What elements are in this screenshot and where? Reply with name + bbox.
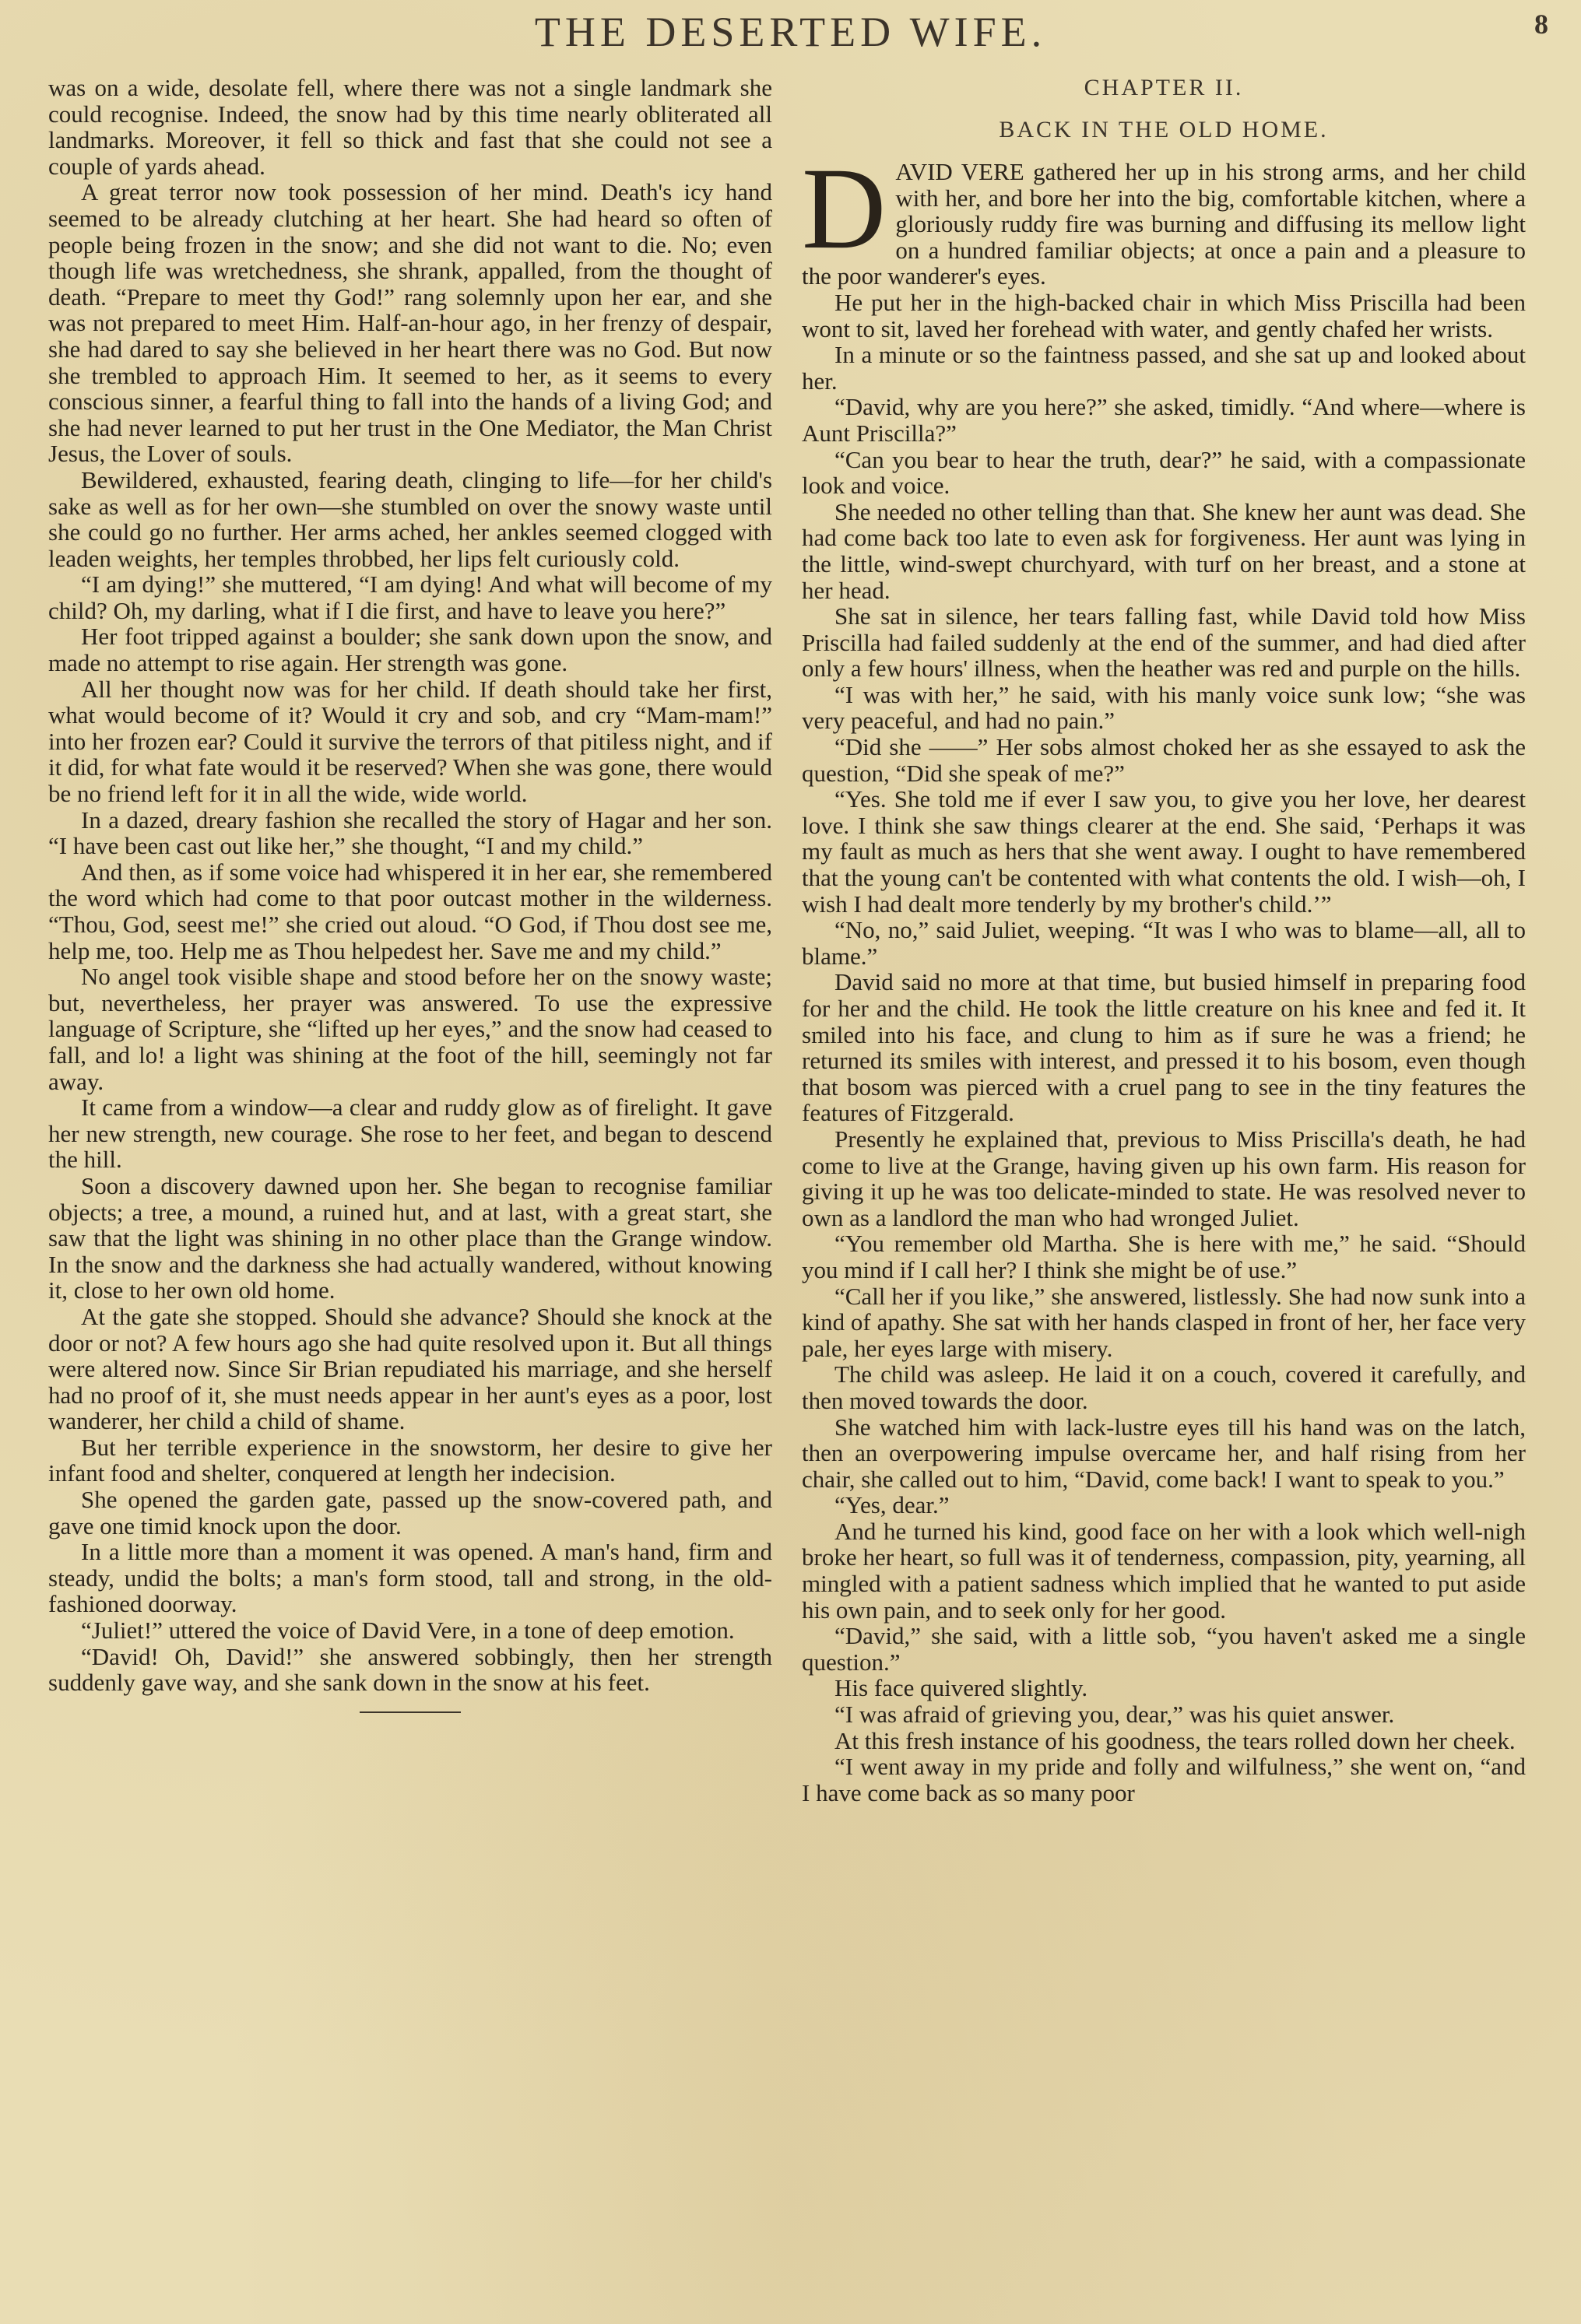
paragraph: “David! Oh, David!” she answered sobbingly, then her strength suddenly gave way, and she sank down in the snow at his feet. bbox=[48, 1642, 772, 1697]
paragraph: No angel took visible shape and stood before her on the snowy waste; but, nevertheless, her prayer was answered. To use the expressive language of Scripture, she “lifted up her eyes,” and the snow had ceased to fall, and lo! a light was shining at the foot of the hill, seemingly not far away. bbox=[48, 963, 772, 1095]
paragraph: “I am dying!” she muttered, “I am dying! And what will become of my child? Oh, my darling, what if I die first, and have to leave you here?” bbox=[48, 570, 772, 624]
paragraph: “David,” she said, with a little sob, “you haven't asked me a single question.” bbox=[802, 1622, 1526, 1676]
paragraph: “Juliet!” uttered the voice of David Vere, in a tone of deep emotion. bbox=[81, 1617, 735, 1645]
paragraph: But her terrible experience in the snowstorm, her desire to give her infant food and shelter, conquered at length her indecision. bbox=[48, 1433, 772, 1487]
paragraph: The child was asleep. He laid it on a couch, covered it carefully, and then moved towards the door. bbox=[802, 1360, 1526, 1414]
paragraph: In a little more than a moment it was opened. A man's hand, firm and steady, undid the bolts; a man's form stood, tall and strong, in the old-fashioned doorway. bbox=[48, 1538, 772, 1618]
paragraph: He put her in the high-backed chair in which Miss Priscilla had been wont to sit, laved her forehead with water, and gently chafed her wrists. bbox=[802, 288, 1526, 342]
paragraph: All her thought now was for her child. If death should take her first, what would become of it? Would it cry and sob, and cry “Mam-mam!” into her frozen ear? Could it survive the terrors of that pitiless night, and if it did, for what fate would it be reserved? When she was gone, there would be no friend left for it in all the wide, wide world. bbox=[48, 675, 772, 808]
drop-cap: D bbox=[802, 144, 887, 273]
paragraph: And then, as if some voice had whispered it in her ear, she remembered the word which had come to that poor outcast mother in the wilderness. “Thou, God, seest me!” she cried out aloud. “O God, if Thou dost see me, help me, too. Help me as Thou helpedest her. Save me and my child.” bbox=[48, 858, 772, 964]
paragraph: A great terror now took possession of her mind. Death's icy hand seemed to be already clutching at her heart. She had heard so often of people being frozen in the snow; and she did not want to die. No; even though life was wretchedness, she shrank, appalled, from the thought of death. “Prepare to meet thy God!” rang solemnly upon her ear, and she was not prepared to meet Him. Half-an-hour ago, in her frenzy of despair, she had dared to say she believed in her heart there was no God. But now she trembled to approach Him. It seemed to her, as it seems to every conscious sinner, a fearful thing to fall into the hands of a living God; and she had never learned to put her trust in the One Mediator, the Man Christ Jesus, the Lover of souls. bbox=[48, 178, 772, 468]
paragraph: was on a wide, desolate fell, where there was not a single landmark she could recognise. Indeed, the snow had by this time nearly obliterated all landmarks. Moreover, it fell so thick and fast that she could not see a couple of yards ahead. bbox=[48, 75, 772, 180]
paragraph: In a dazed, dreary fashion she recalled the story of Hagar and her son. “I have been cast out like her,” she thought, “I and my child.” bbox=[48, 806, 772, 860]
paragraph: “Call her if you like,” she answered, listlessly. She had now sunk into a kind of apathy. She sat with her hands clasped in front of her, her face very pale, her eyes large with misery. bbox=[802, 1282, 1526, 1362]
running-header bbox=[0, 3, 1581, 58]
section-end-rule bbox=[360, 1711, 461, 1713]
chapter-title: BACK IN THE OLD HOME. bbox=[999, 117, 1329, 142]
running-title: THE DESERTED WIFE. bbox=[534, 9, 1047, 55]
paragraph: She opened the garden gate, passed up the snow-covered path, and gave one timid knock upon the door. bbox=[48, 1486, 772, 1539]
right-column bbox=[802, 75, 1526, 2285]
chapter-number: CHAPTER II. bbox=[1084, 75, 1244, 100]
paragraph: “You remember old Martha. She is here with me,” he said. “Should you mind if I call her? I think she might be of use.” bbox=[802, 1230, 1526, 1283]
paragraph: “Yes. She told me if ever I saw you, to give you her love, her dearest love. I think she saw things clearer at the end. She said, ‘Perhaps it was my fault as much as hers that she went away. I ought to have remembered that the young can't be contented with what contents the old. I wish—oh, I wish I had dealt more tenderly by my brother's child.’” bbox=[802, 785, 1526, 918]
paragraph: “I was afraid of grieving you, dear,” was his quiet answer. bbox=[834, 1701, 1395, 1729]
paragraph: Soon a discovery dawned upon her. She began to recognise familiar objects; a tree, a mound, a ruined hut, and at last, with a great start, she saw that the light was shining in no other place than the Grange window. In the snow and the darkness she had actually wandered, without knowing it, close to her own old home. bbox=[48, 1171, 772, 1304]
paragraph: Bewildered, exhausted, fearing death, clinging to life—for her child's sake as well as for her own—she stumbled on over the snowy waste until she could go no further. Her arms ached, her ankles seemed clogged with leaden weights, her temples throbbed, her lips felt curiously cold. bbox=[48, 465, 772, 572]
paragraph: Her foot tripped against a boulder; she sank down upon the snow, and made no attempt to rise again. Her strength was gone. bbox=[48, 623, 772, 677]
page-number: 8 bbox=[1534, 9, 1548, 40]
paragraph: “No, no,” said Juliet, weeping. “It was I who was to blame—all, all to blame.” bbox=[802, 916, 1526, 970]
left-column bbox=[48, 75, 772, 2285]
paragraph: It came from a window—a clear and ruddy glow as of firelight. It gave her new strength, new courage. She rose to her feet, and began to descend the hill. bbox=[48, 1094, 772, 1174]
paragraph: His face quivered slightly. bbox=[834, 1674, 1088, 1702]
paragraph: In a minute or so the faintness passed, and she sat up and looked about her. bbox=[802, 341, 1526, 395]
paragraph: At this fresh instance of his goodness, the tears rolled down her cheek. bbox=[834, 1726, 1516, 1754]
paragraph: She sat in silence, her tears falling fast, while David told how Miss Priscilla had failed suddenly at the end of the summer, and had died after only a few hours' illness, when the heather was red and purple on the hills. bbox=[802, 602, 1526, 683]
paragraph: “I was with her,” he said, with his manly voice sunk low; “she was very peaceful, and had no pain.” bbox=[802, 680, 1526, 735]
paragraph: “Can you bear to hear the truth, dear?” he said, with a compassionate look and voice. bbox=[802, 445, 1526, 500]
paragraph: “Did she ——” Her sobs almost choked her as she essayed to ask the question, “Did she speak of me?” bbox=[802, 733, 1526, 787]
paragraph: “Yes, dear.” bbox=[834, 1491, 950, 1519]
paragraph: Presently he explained that, previous to Miss Priscilla's death, he had come to live at the Grange, having given up his own farm. His reason for giving it up he was too delicate-minded to state. He was resolved never to own as a landlord the man who had wronged Juliet. bbox=[802, 1125, 1526, 1231]
paragraph: She needed no other telling than that. She knew her aunt was dead. She had come back too late to even ask for forgiveness. Her aunt was lying in the little, wind-swept churchyard, with turf on her breast, and a stone at her head. bbox=[802, 497, 1526, 604]
paragraph: She watched him with lack-lustre eyes till his hand was on the latch, then an overpowering impulse overcame her, and half rising from her chair, she called out to him, “David, come back! I want to speak to you.” bbox=[802, 1413, 1526, 1493]
paragraph: “David, why are you here?” she asked, timidly. “And where—where is Aunt Priscilla?” bbox=[802, 393, 1526, 447]
paragraph: “I went away in my pride and folly and wilfulness,” she went on, “and I have come back as so many poor bbox=[802, 1753, 1526, 1806]
paragraph: At the gate she stopped. Should she advance? Should she knock at the door or not? A few hours ago she had quite resolved upon it. But all things were altered now. Since Sir Brian repudiated his marriage, and she herself had no proof of it, she must needs appear in her aunt's eyes as a poor, lost wanderer, her child a child of shame. bbox=[48, 1302, 772, 1435]
paragraph: David said no more at that time, but busied himself in preparing food for her and the child. He took the little creature on his knee and fed it. It smiled into his face, and clung to him as if sure he was a friend; he returned its smiles with interest, and pressed it to his bosom, even though that bosom was pierced with a cruel pang to see in the tiny features the features of Fitzgerald. bbox=[802, 968, 1526, 1127]
paragraph: And he turned his kind, good face on her with a look which well-nigh broke her heart, so full was it of tenderness, compassion, pity, yearning, all mingled with a patient sadness which implied that he wanted to put aside his own pain, and to seek only for her good. bbox=[802, 1517, 1526, 1624]
chapter-opening-paragraph: AVID VERE gathered her up in his strong arms, and her child with her, and bore her into the big, comfortable kitchen, where a gloriously ruddy fire was burning and diffusing its mellow light on a hundred familiar objects; at once a pain and a pleasure to the poor wanderer's eyes. bbox=[802, 158, 1526, 290]
